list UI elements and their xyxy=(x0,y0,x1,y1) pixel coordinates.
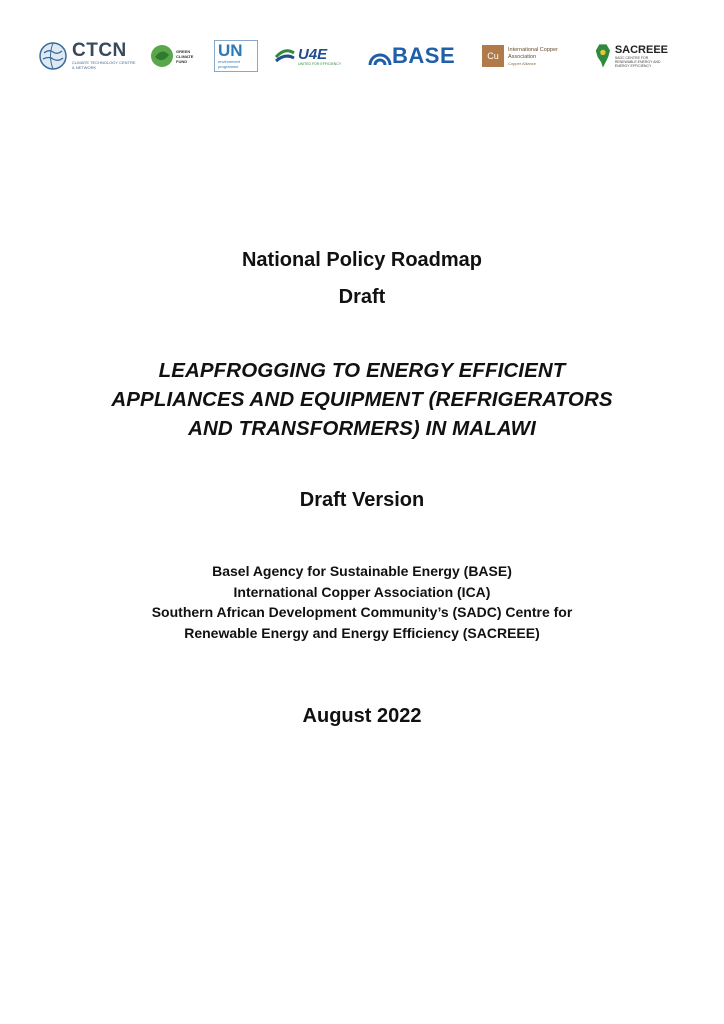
organizations-list xyxy=(0,561,724,643)
roadmap-status: Draft xyxy=(338,286,386,308)
unep-logo xyxy=(214,36,262,76)
u4e-tagline: UNITED FOR EFFICIENCY xyxy=(298,61,342,66)
gcf-wordmark: GREEN CLIMATE FUND xyxy=(176,48,194,64)
ica-wordmark: International Copper Association xyxy=(508,46,558,60)
africa-map-icon xyxy=(594,41,612,71)
sacreee-logo xyxy=(594,36,668,76)
base-wordmark: BASE xyxy=(392,43,456,68)
base-logo xyxy=(368,36,460,76)
main-title-line: APPLIANCES AND EQUIPMENT (REFRIGERATORS xyxy=(111,388,613,411)
ctcn-tagline: CLIMATE TECHNOLOGY CENTRE & NETWORK xyxy=(72,60,136,70)
main-title-line: AND TRANSFORMERS) IN MALAWI xyxy=(188,417,536,440)
version-label: Draft Version xyxy=(299,489,425,511)
unep-tagline: environment programme xyxy=(218,59,241,69)
sacreee-wordmark: SACREEE xyxy=(614,43,668,56)
ctcn-wordmark: CTCN xyxy=(72,40,127,61)
unep-wordmark: UN xyxy=(218,41,243,60)
ica-logo xyxy=(482,36,578,76)
u4e-swirl-icon xyxy=(274,45,296,67)
organization-line: Basel Agency for Sustainable Energy (BASE) xyxy=(212,563,512,579)
partner-logo-bar xyxy=(38,36,668,76)
publication-date: August 2022 xyxy=(302,705,422,727)
main-title-line: LEAPFROGGING TO ENERGY EFFICIENT xyxy=(158,359,566,382)
organization-line: Renewable Energy and Energy Efficiency (SACREEE) xyxy=(184,624,540,641)
ica-tagline: Copper Alliance xyxy=(508,60,537,66)
ctcn-logo xyxy=(38,36,138,76)
roadmap-title: National Policy Roadmap xyxy=(241,249,483,271)
organization-line: Southern African Development Community’s (SADC) Centre for xyxy=(151,604,573,620)
globe-icon xyxy=(38,41,68,71)
green-climate-fund-logo xyxy=(150,36,202,76)
sacreee-tagline: SADC CENTRE FOR RENEWABLE ENERGY AND ENERGY EFFICIENCY xyxy=(614,55,661,68)
gcf-leaf-icon xyxy=(150,44,174,68)
organization-line: International Copper Association (ICA) xyxy=(233,583,491,600)
copper-element-icon: Cu xyxy=(482,45,504,67)
base-arc-icon xyxy=(368,46,392,66)
u4e-wordmark: U4E xyxy=(298,45,328,63)
main-title xyxy=(60,356,664,443)
u4e-logo xyxy=(274,36,348,76)
